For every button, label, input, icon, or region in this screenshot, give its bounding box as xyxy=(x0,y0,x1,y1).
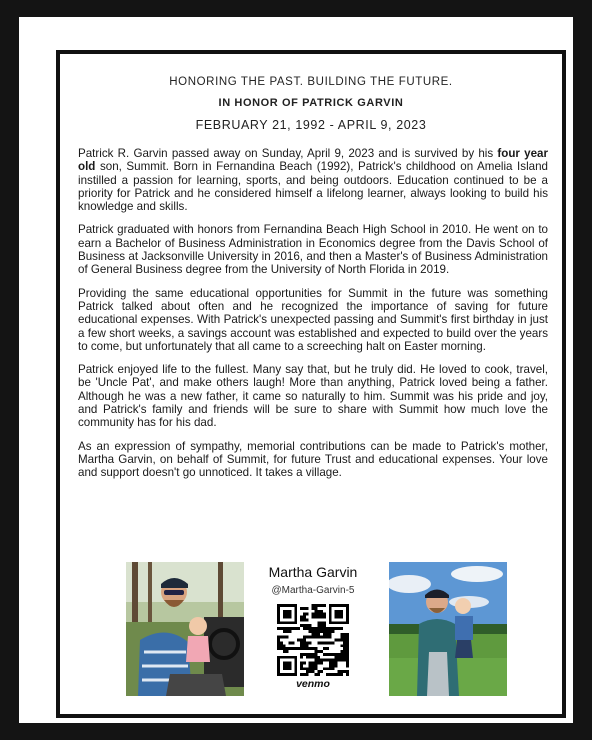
paragraph-text: son, Summit. Born in Fernandina Beach (1992), Patrick's childhood on Amelia Island instilled a passion for learning, sports, and being outdoors. Education continued to be a priority for Patrick and he considered himself a lifelong learner, always looking to build his knowledge and skills. xyxy=(78,160,548,214)
paragraph-text: Patrick R. Garvin passed away on Sunday, April 9, 2023 and is survived by his xyxy=(78,147,498,160)
photo-golf-cart xyxy=(126,562,244,696)
paragraph-biography xyxy=(78,147,548,213)
venmo-logo: venmo xyxy=(296,678,330,690)
venmo-handle: @Martha-Garvin-5 xyxy=(271,585,355,596)
life-dates: FEBRUARY 21, 1992 - APRIL 9, 2023 xyxy=(195,118,427,132)
paragraph-contributions: As an expression of sympathy, memorial contributions can be made to Patrick's mother, Martha Garvin, on behalf of Summit, for future Trust and educational expenses. Your love and support doesn't go unnoticed. It takes a village. xyxy=(78,439,548,480)
tagline: HONORING THE PAST. BUILDING THE FUTURE. xyxy=(169,76,453,88)
paragraph-savings: Providing the same educational opportunities for Summit in the future was something Patrick talked about often and he recognized the importance of saving for future educational expenses. With Patrick's unexpected passing and Summit's first birthday in just a few short weeks, a savings account was established and expected to build over the years to come, but unfortunately that all came to a screeching halt on Easter morning. xyxy=(78,286,548,353)
bordered-frame xyxy=(56,50,566,718)
venmo-name: Martha Garvin xyxy=(268,564,358,580)
paragraph-education: Patrick graduated with honors from Fernandina Beach High School in 2010. He went on to earn a Bachelor of Business Administration in Economics degree from the Davis School of Business at Jacksonville University in 2016, and then a Master's of Business Administration of General Business degree from the University of North Florida in 2019. xyxy=(78,223,548,277)
venmo-donation xyxy=(254,564,372,690)
paragraph-father: Patrick enjoyed life to the fullest. Many say that, but he truly did. He loved to cook, travel, be 'Uncle Pat', and make others laugh! More than anything, Patrick loved being a father. Although he was a new father, it came so naturally to him. Summit was his pride and joy, and Patrick's family and friends will be sure to share with Summit how much love the community has for his dad. xyxy=(78,363,548,430)
honor-title: IN HONOR OF PATRICK GARVIN xyxy=(218,97,404,109)
photo-golf-course xyxy=(389,562,507,696)
venmo-qr-code[interactable] xyxy=(277,604,349,676)
emphasized-text: four year old xyxy=(78,147,548,174)
memorial-text xyxy=(78,147,548,490)
flyer-card xyxy=(19,17,573,723)
